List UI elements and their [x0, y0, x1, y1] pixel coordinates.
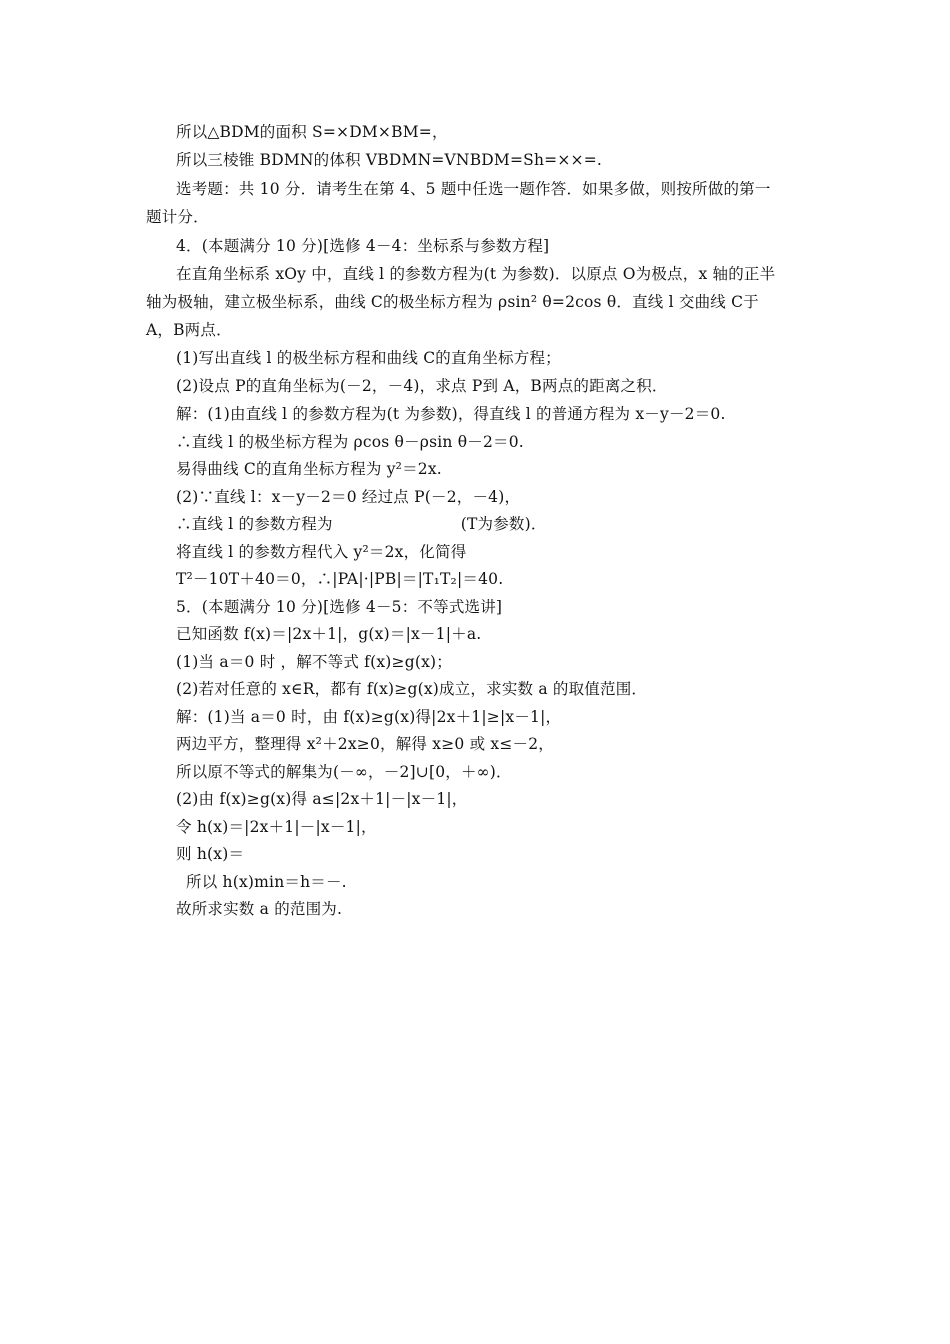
text-line-area: 所以△BDM的面积 S=×DM×BM=，	[176, 123, 448, 141]
question-4-part-1: (1)写出直线 l 的极坐标方程和曲线 C的直角坐标方程；	[176, 349, 561, 367]
solution-4-line: (2)∵直线 l：x－y－2＝0 经过点 P(－2，－4)，	[176, 488, 521, 506]
solution-5-line: 解：(1)当 a＝0 时，由 f(x)≥g(x)得|2x＋1|≥|x－1|，	[176, 708, 562, 726]
solution-4-line: ∴直线 l 的极坐标方程为 ρcos θ－ρsin θ－2＝0.	[176, 433, 524, 451]
question-5-heading: 5．(本题满分 10 分)[选修 4－5：不等式选讲]	[176, 598, 503, 616]
solution-5-line: 令 h(x)＝|2x＋1|－|x－1|，	[176, 818, 377, 836]
question-4-heading: 4．(本题满分 10 分)[选修 4－4：坐标系与参数方程]	[176, 237, 550, 255]
question-4-text-cont2: A，B两点．	[146, 321, 232, 339]
question-5-part-1: (1)当 a＝0 时 ，解不等式 f(x)≥g(x)；	[176, 653, 452, 671]
solution-4-line: 将直线 l 的参数方程代入 y²＝2x，化简得	[176, 543, 467, 561]
solution-5-line: 所以原不等式的解集为(－∞，－2]∪[0，＋∞)．	[176, 763, 512, 781]
solution-5-line: 两边平方，整理得 x²＋2x≥0，解得 x≥0 或 x≤－2，	[176, 735, 554, 753]
solution-4-line: 解：(1)由直线 l 的参数方程为(t 为参数)，得直线 l 的普通方程为 x－y－2＝0.	[176, 405, 726, 423]
solution-5-line: 则 h(x)＝	[176, 845, 245, 863]
solution-4-line: T²－10T＋40＝0，∴|PA|·|PB|＝|T₁T₂|＝40.	[176, 570, 504, 588]
solution-4-line	[176, 514, 547, 534]
question-4-text: 在直角坐标系 xOy 中，直线 l 的参数方程为(t 为参数)．以原点 O为极点，x 轴的正半	[176, 265, 776, 283]
text-line-elective-note-cont: 题计分．	[146, 208, 209, 226]
text-line-volume: 所以三棱锥 BDMN的体积 VBDMN=VNBDM=Sh=××=.	[176, 151, 603, 169]
solution-4-line: 易得曲线 C的直角坐标方程为 y²＝2x.	[176, 460, 442, 478]
question-4-part-2: (2)设点 P的直角坐标为(－2，－4)，求点 P到 A，B两点的距离之积．	[176, 377, 668, 395]
text-line-elective-note: 选考题：共 10 分．请考生在第 4、5 题中任选一题作答．如果多做，则按所做的第一	[176, 180, 771, 198]
question-4-text-cont: 轴为极轴，建立极坐标系，曲线 C的极坐标方程为 ρsin² θ=2cos θ．直线 l 交曲线 C于	[146, 293, 759, 311]
solution-4-param-note: (T为参数)．	[460, 515, 547, 533]
solution-4-param-text: ∴直线 l 的参数方程为	[176, 515, 333, 533]
question-5-text: 已知函数 f(x)＝|2x＋1|，g(x)＝|x－1|＋a.	[176, 625, 482, 643]
solution-5-line: 所以 h(x)min＝h＝－.	[186, 873, 347, 891]
question-5-part-2: (2)若对任意的 x∈R，都有 f(x)≥g(x)成立，求实数 a 的取值范围．	[176, 680, 648, 698]
solution-5-line: 故所求实数 a 的范围为.	[176, 900, 343, 918]
solution-5-line: (2)由 f(x)≥g(x)得 a≤|2x＋1|－|x－1|，	[176, 790, 468, 808]
